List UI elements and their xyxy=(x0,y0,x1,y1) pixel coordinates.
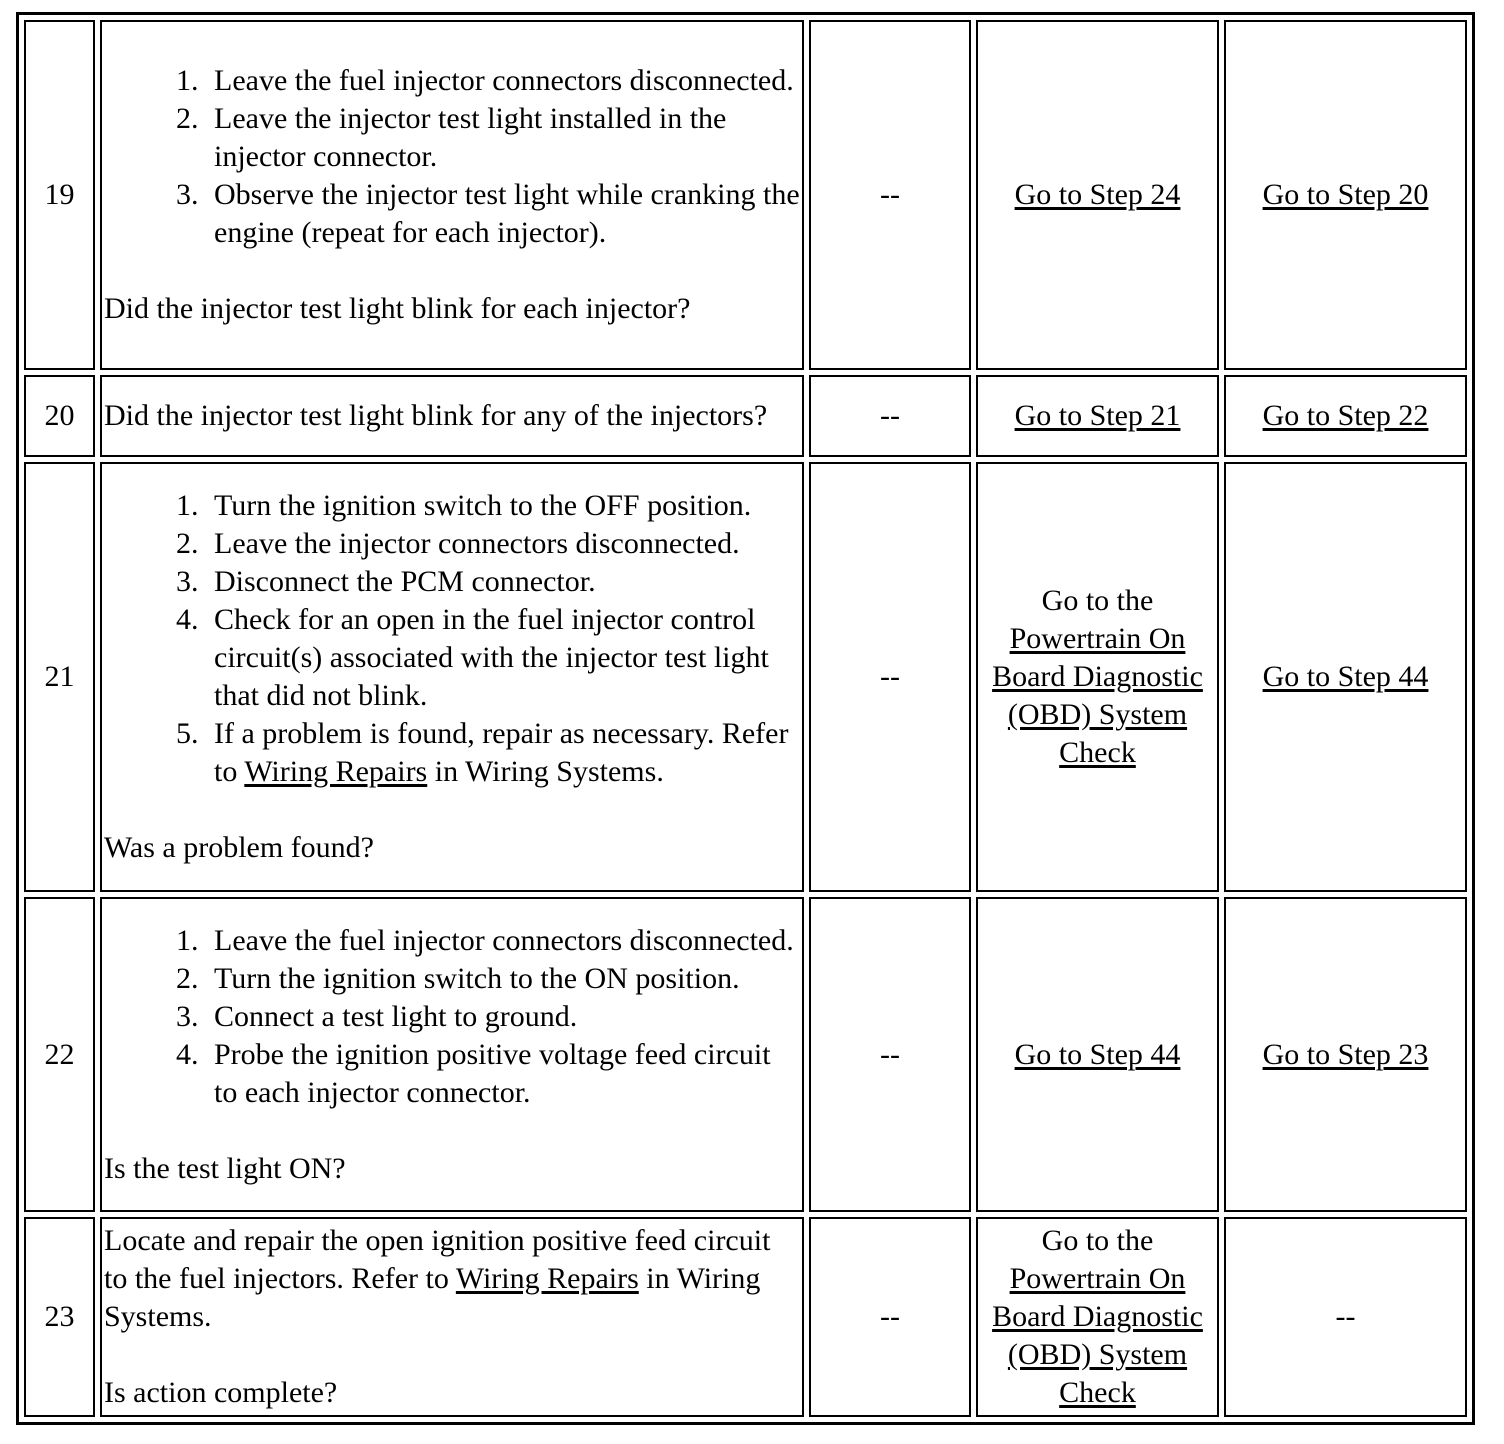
action-list xyxy=(104,487,800,791)
yes-cell xyxy=(976,897,1219,1212)
step-number: 22 xyxy=(24,897,95,1212)
question-text: Was a problem found? xyxy=(104,831,374,864)
action-suffix: in Wiring Systems. xyxy=(104,1262,761,1333)
table-row xyxy=(24,20,1467,370)
action-item: 3. Observe the injector test light while cranking the engine (repeat for each injector). xyxy=(206,176,800,252)
go-to-step-link[interactable]: Go to Step 44 xyxy=(1262,660,1429,693)
wiring-repairs-link[interactable]: Wiring Repairs xyxy=(244,755,428,788)
action-cell xyxy=(100,375,804,457)
action-list xyxy=(104,922,800,1112)
go-to-step-link[interactable]: Go to Step 20 xyxy=(1262,178,1429,211)
no-cell xyxy=(1224,462,1467,892)
action-item: 4. Check for an open in the fuel injector control circuit(s) associated with the injector test light that did not blink. xyxy=(206,601,800,715)
action-cell xyxy=(100,1217,804,1417)
value-cell: -- xyxy=(809,897,971,1212)
action-text: Locate and repair the open ignition positive feed circuit to the fuel injectors. Refer to xyxy=(104,1224,771,1295)
diagnostic-table-wrapper xyxy=(16,12,1475,1425)
no-cell xyxy=(1224,897,1467,1212)
no-cell xyxy=(1224,20,1467,370)
table-row xyxy=(24,462,1467,892)
yes-cell xyxy=(976,1217,1219,1417)
action-item: 1. Turn the ignition switch to the OFF position. xyxy=(206,487,800,525)
step-number: 21 xyxy=(24,462,95,892)
action-item: 4. Probe the ignition positive voltage feed circuit to each injector connector. xyxy=(206,1036,800,1112)
go-to-step-link[interactable]: Go to Step 21 xyxy=(1014,399,1181,432)
go-to-step-link[interactable]: Go to Step 23 xyxy=(1262,1037,1429,1071)
no-cell: -- xyxy=(1224,1217,1467,1417)
step-number: 23 xyxy=(24,1217,95,1417)
go-to-prefix: Go to the xyxy=(1041,1224,1154,1257)
obd-system-check-link[interactable]: Powertrain On Board Diagnostic (OBD) System Check xyxy=(992,622,1203,769)
action-item: 1. Leave the fuel injector connectors disconnected. xyxy=(206,922,800,960)
action-item xyxy=(206,715,800,791)
go-to-step-link[interactable]: Go to Step 44 xyxy=(1014,1037,1181,1071)
step-number: 20 xyxy=(24,375,95,457)
value-cell: -- xyxy=(809,20,971,370)
table-row xyxy=(24,375,1467,457)
action-item: 1. Leave the fuel injector connectors disconnected. xyxy=(206,62,800,100)
question-text: Is the test light ON? xyxy=(104,1151,346,1185)
value-cell: -- xyxy=(809,375,971,457)
yes-cell xyxy=(976,20,1219,370)
value-cell: -- xyxy=(809,462,971,892)
action-text: If a problem is found, repair as necessary. Refer to xyxy=(214,717,789,788)
action-item: 3. Disconnect the PCM connector. xyxy=(206,563,800,601)
action-item: 2. Turn the ignition switch to the ON position. xyxy=(206,960,800,998)
action-item: 2. Leave the injector connectors disconnected. xyxy=(206,525,800,563)
obd-system-check-link[interactable]: Powertrain On Board Diagnostic (OBD) System Check xyxy=(992,1262,1203,1409)
action-item: 3. Connect a test light to ground. xyxy=(206,998,800,1036)
no-cell xyxy=(1224,375,1467,457)
question-text: Did the injector test light blink for each injector? xyxy=(104,292,691,325)
value-cell: -- xyxy=(809,1217,971,1417)
table-row xyxy=(24,1217,1467,1417)
yes-cell xyxy=(976,375,1219,457)
go-to-prefix: Go to the xyxy=(1041,584,1154,617)
action-list xyxy=(104,62,800,252)
action-cell xyxy=(100,20,804,370)
wiring-repairs-link[interactable]: Wiring Repairs xyxy=(455,1262,639,1295)
action-cell xyxy=(100,462,804,892)
question-text: Is action complete? xyxy=(104,1376,338,1409)
step-number: 19 xyxy=(24,20,95,370)
question-text: Did the injector test light blink for any of the injectors? xyxy=(104,399,768,432)
action-item: 2. Leave the injector test light installed in the injector connector. xyxy=(206,100,800,176)
go-to-step-link[interactable]: Go to Step 24 xyxy=(1014,178,1181,211)
yes-cell xyxy=(976,462,1219,892)
action-suffix: in Wiring Systems. xyxy=(434,755,664,788)
action-cell xyxy=(100,897,804,1212)
table-row xyxy=(24,897,1467,1212)
diagnostic-table xyxy=(16,12,1475,1425)
go-to-step-link[interactable]: Go to Step 22 xyxy=(1262,399,1429,432)
